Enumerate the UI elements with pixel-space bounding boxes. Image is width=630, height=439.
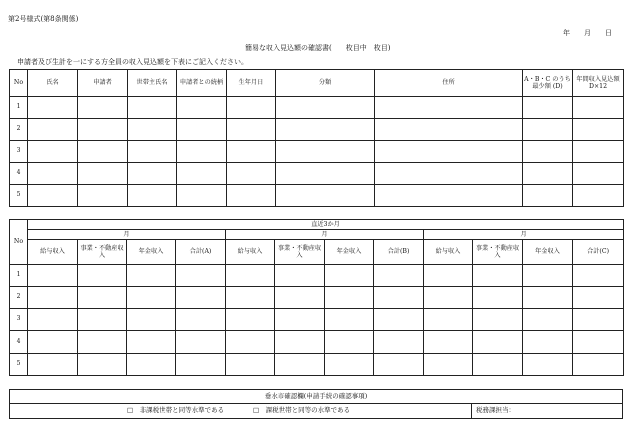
cell-input[interactable] — [374, 309, 424, 331]
cell-input[interactable] — [227, 185, 276, 207]
staff-divider — [471, 403, 472, 418]
row-number: 1 — [10, 97, 28, 119]
cell-input[interactable] — [375, 97, 523, 119]
cell-input[interactable] — [127, 264, 176, 286]
cell-input[interactable] — [227, 97, 276, 119]
cell-input[interactable] — [128, 185, 177, 207]
col-header-salary: 給与収入 — [226, 240, 275, 264]
col-header-pension: 年金収入 — [325, 240, 374, 264]
cell-input[interactable] — [424, 309, 473, 331]
cell-input[interactable] — [78, 331, 127, 353]
cell-input[interactable] — [573, 119, 624, 141]
cell-input[interactable] — [276, 97, 375, 119]
cell-input[interactable] — [473, 309, 523, 331]
applicant-table — [9, 69, 624, 207]
cell-input[interactable] — [325, 309, 374, 331]
cell-input[interactable] — [128, 97, 177, 119]
row-number: 3 — [10, 309, 28, 331]
col-header-business: 事業・不動産収入 — [78, 240, 127, 264]
cell-input[interactable] — [226, 331, 275, 353]
cell-input[interactable] — [424, 286, 473, 308]
cell-input[interactable] — [176, 309, 226, 331]
cell-input[interactable] — [276, 185, 375, 207]
cell-input[interactable] — [275, 353, 325, 375]
cell-input[interactable] — [127, 309, 176, 331]
cell-input[interactable] — [78, 309, 127, 331]
cell-input[interactable] — [374, 331, 424, 353]
cell-input[interactable] — [176, 286, 226, 308]
cell-input[interactable] — [128, 141, 177, 163]
cell-input[interactable] — [473, 353, 523, 375]
col-header-householder: 世帯主氏名 — [128, 70, 177, 97]
cell-input[interactable] — [573, 309, 624, 331]
col-header-total-b: 合計(B) — [374, 240, 424, 264]
cell-input[interactable] — [375, 141, 523, 163]
cell-input[interactable] — [523, 97, 573, 119]
cell-input[interactable] — [28, 331, 78, 353]
cell-input[interactable] — [28, 141, 78, 163]
cell-input[interactable] — [128, 163, 177, 185]
cell-input[interactable] — [127, 331, 176, 353]
cell-input[interactable] — [78, 185, 128, 207]
cell-input[interactable] — [523, 264, 573, 286]
cell-input[interactable] — [325, 331, 374, 353]
cell-input[interactable] — [127, 286, 176, 308]
cell-input[interactable] — [573, 353, 624, 375]
cell-input[interactable] — [28, 286, 78, 308]
cell-input[interactable] — [28, 163, 78, 185]
cell-input[interactable] — [473, 286, 523, 308]
cell-input[interactable] — [473, 331, 523, 353]
option-non-taxable[interactable]: □ 非課税世帯と同等水準である — [127, 406, 225, 414]
cell-input[interactable] — [375, 185, 523, 207]
cell-input[interactable] — [573, 141, 624, 163]
col-header-annual-income: 年間収入見込額 D×12 — [573, 70, 624, 97]
col-header-business: 事業・不動産収入 — [473, 240, 523, 264]
cell-input[interactable] — [176, 331, 226, 353]
cell-input[interactable] — [325, 264, 374, 286]
cell-input[interactable] — [573, 331, 624, 353]
col-header-salary: 給与収入 — [424, 240, 473, 264]
confirmation-title: 垂水市確認欄(申請手続の確認事項) — [264, 392, 368, 400]
col-header-total-a: 合計(A) — [176, 240, 226, 264]
cell-input[interactable] — [28, 119, 78, 141]
col-header-no: No — [10, 70, 28, 97]
col-header-total-c: 合計(C) — [573, 240, 624, 264]
cell-input[interactable] — [573, 163, 624, 185]
cell-input[interactable] — [78, 97, 128, 119]
col-header-pension: 年金収入 — [523, 240, 573, 264]
cell-input[interactable] — [523, 309, 573, 331]
cell-input[interactable] — [177, 97, 227, 119]
col-header-min-amount: A・B・C のうち最少額 (D) — [523, 70, 573, 97]
cell-input[interactable] — [28, 264, 78, 286]
income-table — [9, 219, 624, 376]
cell-input[interactable] — [275, 309, 325, 331]
cell-input[interactable] — [374, 353, 424, 375]
col-header-business: 事業・不動産収入 — [275, 240, 325, 264]
cell-input[interactable] — [176, 264, 226, 286]
date-line: 年 月 日 — [563, 29, 612, 37]
header-recent-3-months: 直近3か月 — [28, 220, 624, 230]
cell-input[interactable] — [424, 331, 473, 353]
cell-input[interactable] — [523, 163, 573, 185]
month-1-header: 月 — [28, 230, 226, 240]
cell-input[interactable] — [573, 264, 624, 286]
cell-input[interactable] — [325, 353, 374, 375]
cell-input[interactable] — [28, 353, 78, 375]
cell-input[interactable] — [78, 141, 128, 163]
cell-input[interactable] — [226, 353, 275, 375]
cell-input[interactable] — [523, 185, 573, 207]
cell-input[interactable] — [177, 119, 227, 141]
cell-input[interactable] — [227, 119, 276, 141]
month-3-header: 月 — [424, 230, 624, 240]
row-number: 5 — [10, 353, 28, 375]
cell-input[interactable] — [176, 353, 226, 375]
row-number: 1 — [10, 264, 28, 286]
col-header-name: 氏名 — [28, 70, 78, 97]
cell-input[interactable] — [523, 331, 573, 353]
col-header-no: No — [10, 220, 28, 265]
cell-input[interactable] — [28, 97, 78, 119]
row-number: 4 — [10, 331, 28, 353]
cell-input[interactable] — [78, 353, 127, 375]
row-number: 2 — [10, 119, 28, 141]
cell-input[interactable] — [424, 353, 473, 375]
cell-input[interactable] — [325, 286, 374, 308]
cell-input[interactable] — [374, 286, 424, 308]
row-number: 4 — [10, 163, 28, 185]
col-header-category: 分類 — [276, 70, 375, 97]
cell-input[interactable] — [177, 185, 227, 207]
col-header-birthdate: 生年月日 — [227, 70, 276, 97]
page-title: 簡易な収入見込額の確認書( 枚目中 枚目) — [245, 44, 391, 52]
row-number: 5 — [10, 185, 28, 207]
cell-input[interactable] — [78, 163, 128, 185]
cell-input[interactable] — [128, 119, 177, 141]
month-2-header: 月 — [226, 230, 424, 240]
cell-input[interactable] — [573, 185, 624, 207]
cell-input[interactable] — [276, 141, 375, 163]
cell-input[interactable] — [374, 264, 424, 286]
cell-input[interactable] — [226, 286, 275, 308]
cell-input[interactable] — [276, 119, 375, 141]
cell-input[interactable] — [177, 163, 227, 185]
cell-input[interactable] — [375, 163, 523, 185]
col-header-relation: 申請者との続柄 — [177, 70, 227, 97]
instruction-text: 申請者及び生計を一にする方全員の収入見込額を下表にご記入ください。 — [17, 58, 248, 66]
cell-input[interactable] — [523, 141, 573, 163]
cell-input[interactable] — [473, 264, 523, 286]
col-header-applicant: 申請者 — [78, 70, 128, 97]
form-number: 第2号様式(第8条関係) — [8, 15, 79, 23]
cell-input[interactable] — [177, 141, 227, 163]
cell-input[interactable] — [28, 309, 78, 331]
cell-input[interactable] — [523, 119, 573, 141]
row-number: 3 — [10, 141, 28, 163]
cell-input[interactable] — [78, 119, 128, 141]
cell-input[interactable] — [275, 264, 325, 286]
col-header-pension: 年金収入 — [127, 240, 176, 264]
cell-input[interactable] — [275, 331, 325, 353]
cell-input[interactable] — [28, 185, 78, 207]
cell-input[interactable] — [424, 264, 473, 286]
cell-input[interactable] — [226, 264, 275, 286]
cell-input[interactable] — [573, 97, 624, 119]
row-number: 2 — [10, 286, 28, 308]
cell-input[interactable] — [523, 286, 573, 308]
city-confirmation-box — [9, 389, 623, 419]
col-header-salary: 給与収入 — [28, 240, 78, 264]
col-header-address: 住所 — [375, 70, 523, 97]
cell-input[interactable] — [78, 286, 127, 308]
cell-input[interactable] — [573, 286, 624, 308]
tax-staff-label: 税務課担当： — [476, 406, 515, 414]
cell-input[interactable] — [78, 264, 127, 286]
cell-input[interactable] — [227, 163, 276, 185]
cell-input[interactable] — [275, 286, 325, 308]
cell-input[interactable] — [127, 353, 176, 375]
cell-input[interactable] — [276, 163, 375, 185]
cell-input[interactable] — [375, 119, 523, 141]
cell-input[interactable] — [523, 353, 573, 375]
cell-input[interactable] — [227, 141, 276, 163]
confirmation-divider — [10, 403, 622, 404]
option-taxable[interactable]: □ 課税世帯と同等の水準である — [253, 406, 351, 414]
cell-input[interactable] — [226, 309, 275, 331]
